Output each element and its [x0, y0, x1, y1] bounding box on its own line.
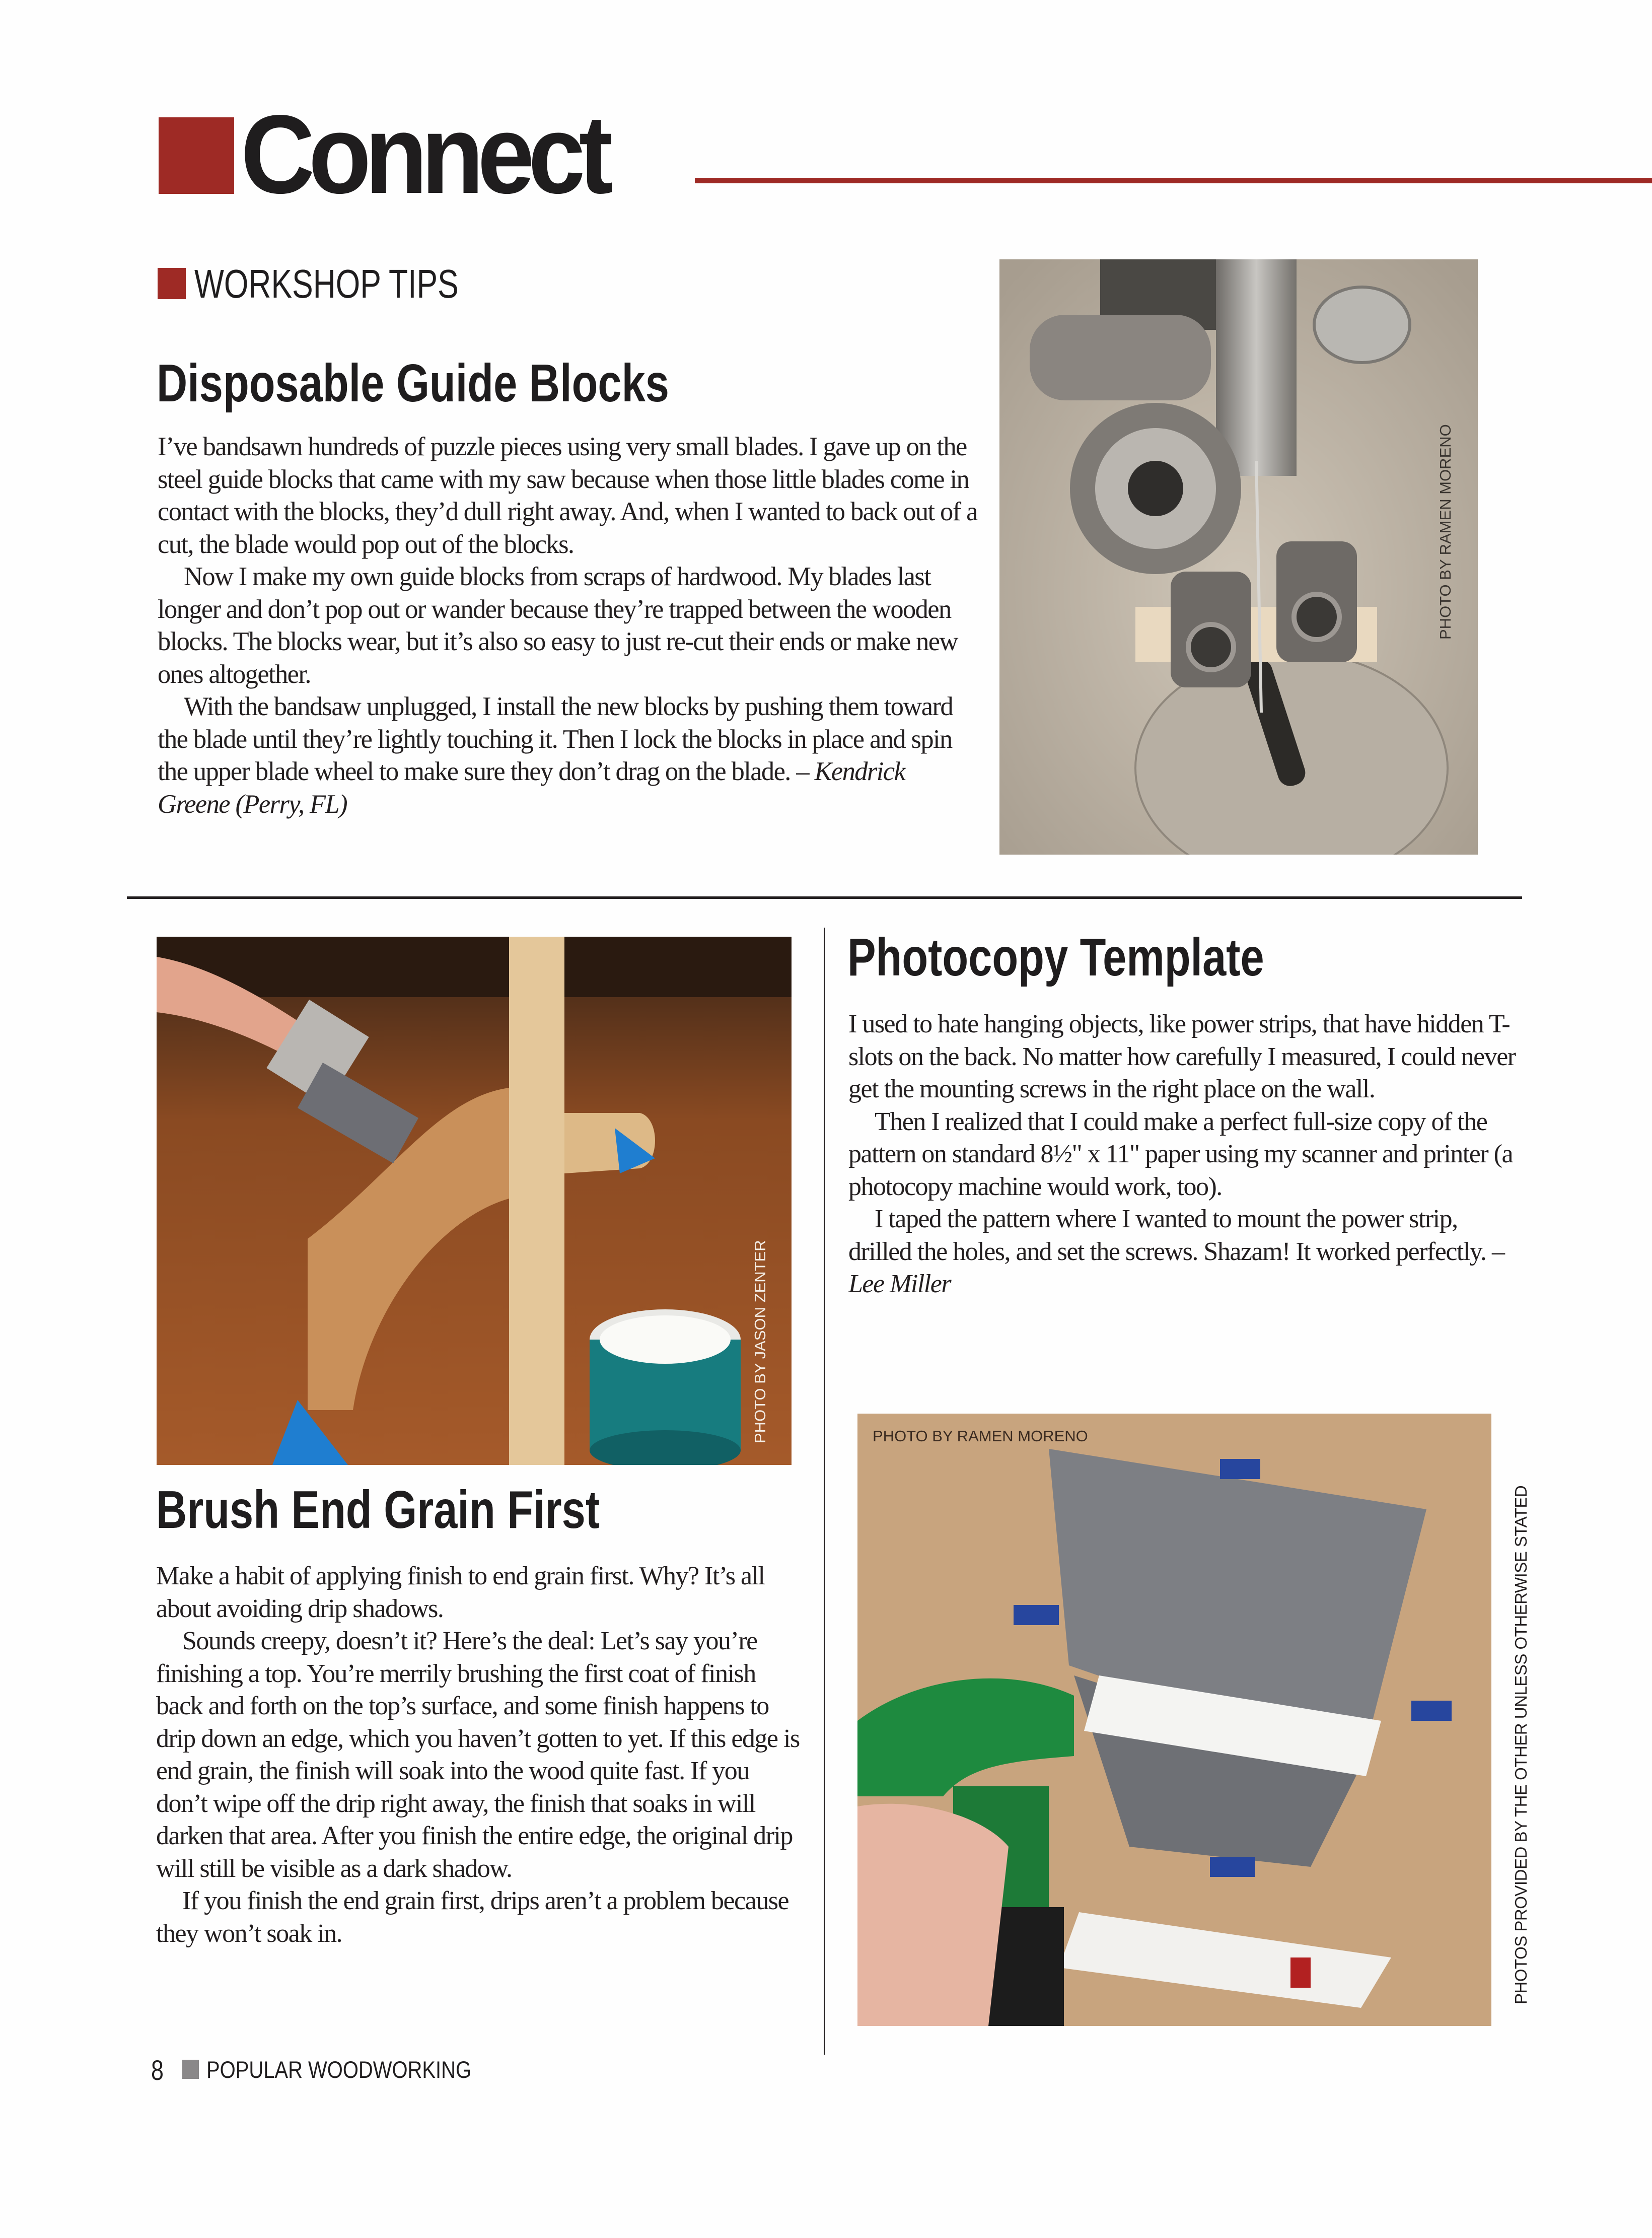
paragraph: Make a habit of applying finish to end grain first. Why? It’s all about avoiding drip shadows.: [156, 1562, 765, 1623]
signature-dash: –: [790, 757, 815, 786]
drill-photo-illustration: [857, 1414, 1491, 2026]
photo-brushing-end-grain: [157, 937, 792, 1465]
photo-bandsaw-guide-blocks: [999, 259, 1478, 855]
paragraph: I’ve bandsawn hundreds of puzzle pieces using very small blades. I gave up on the steel guide blocks that came with my saw because when those little blades come in contact with the blocks, they’d dull right away. And, when I wanted to back out of a cut, the blade would pop out of the blocks.: [158, 432, 977, 559]
article-title-photocopy-template: Photocopy Template: [847, 928, 1264, 987]
paragraph: I used to hate hanging objects, like power strips, that have hidden T-slots on the back. No matter how carefully I measured, I could never get the mounting screws in the right place on the wall.: [848, 1010, 1516, 1103]
paragraph-text: With the bandsaw unplugged, I install the new blocks by pushing them toward the blade until they’re lightly touching it. Then I lock the blocks in place and spin the upper blade wheel to make sure they don’t drag on the blade.: [158, 692, 953, 786]
paragraph: [158, 690, 978, 820]
photo-drilling-template: [857, 1414, 1491, 2026]
bandsaw-photo-illustration: [999, 259, 1478, 855]
page-number: 8: [151, 2054, 164, 2086]
subsection-accent-block: [158, 268, 186, 299]
paragraph: Now I make my own guide blocks from scraps of hardwood. My blades last longer and don’t pop out or wander because they’re trapped between the wooden blocks. The blocks wear, but it’s also so easy to just re-cut their ends or make new ones altogether.: [158, 562, 958, 689]
signature: Kendrick Greene (Perry, FL): [158, 757, 905, 819]
paragraph: Sounds creepy, doesn’t it? Here’s the deal: Let’s say you’re finishing a top. You’re merrily brushing the first coat of finish back and forth on the top’s surface, and some finish happens to drip down an edge, which you haven’t gotten to yet. If this edge is end grain, the finish will soak into the wood quite fast. If you don’t wipe off the drip right away, the finish that soaks in will darken that area. After you finish the entire edge, the original drip will still be visible as a dark shadow.: [156, 1627, 800, 1883]
magazine-name: POPULAR WOODWORKING: [206, 2056, 472, 2083]
brush-photo-illustration: [157, 937, 792, 1465]
article-title-brush-end-grain: Brush End Grain First: [156, 1480, 600, 1540]
signature: Lee Miller: [848, 1270, 951, 1298]
section-title: Connect: [241, 92, 607, 217]
article-body-photocopy-template: [848, 1008, 1523, 1301]
paragraph: If you finish the end grain first, drips aren’t a problem because they won’t soak in.: [156, 1886, 789, 1948]
header-rule: [695, 178, 1652, 183]
photo-credit: PHOTO BY RAMEN MORENO: [1436, 424, 1454, 640]
article-body-brush-end-grain: [156, 1560, 806, 1950]
photo-credit: PHOTO BY RAMEN MORENO: [873, 1427, 1088, 1445]
subsection-label: WORKSHOP TIPS: [194, 261, 459, 306]
paragraph: [848, 1203, 1523, 1301]
header-accent-block: [159, 117, 234, 194]
folio-separator-square: [182, 2060, 199, 2079]
section-divider: [127, 896, 1522, 899]
photos-provided-credit: PHOTOS PROVIDED BY THE OTHER UNLESS OTHERWISE STATED: [1512, 1485, 1530, 2004]
paragraph-text: I taped the pattern where I wanted to mount the power strip, drilled the holes, and set the screws. Shazam! It worked perfectly.: [848, 1205, 1486, 1266]
article-body-guide-blocks: [158, 431, 978, 820]
photo-credit: PHOTO BY JASON ZENTER: [751, 1240, 769, 1443]
column-rule: [824, 928, 825, 2055]
paragraph: Then I realized that I could make a perfect full-size copy of the pattern on standard 8½" x 11" paper using my scanner and printer (a photocopy machine would work, too).: [848, 1107, 1513, 1201]
signature-dash: –: [1486, 1237, 1504, 1266]
article-title-guide-blocks: Disposable Guide Blocks: [157, 354, 669, 413]
